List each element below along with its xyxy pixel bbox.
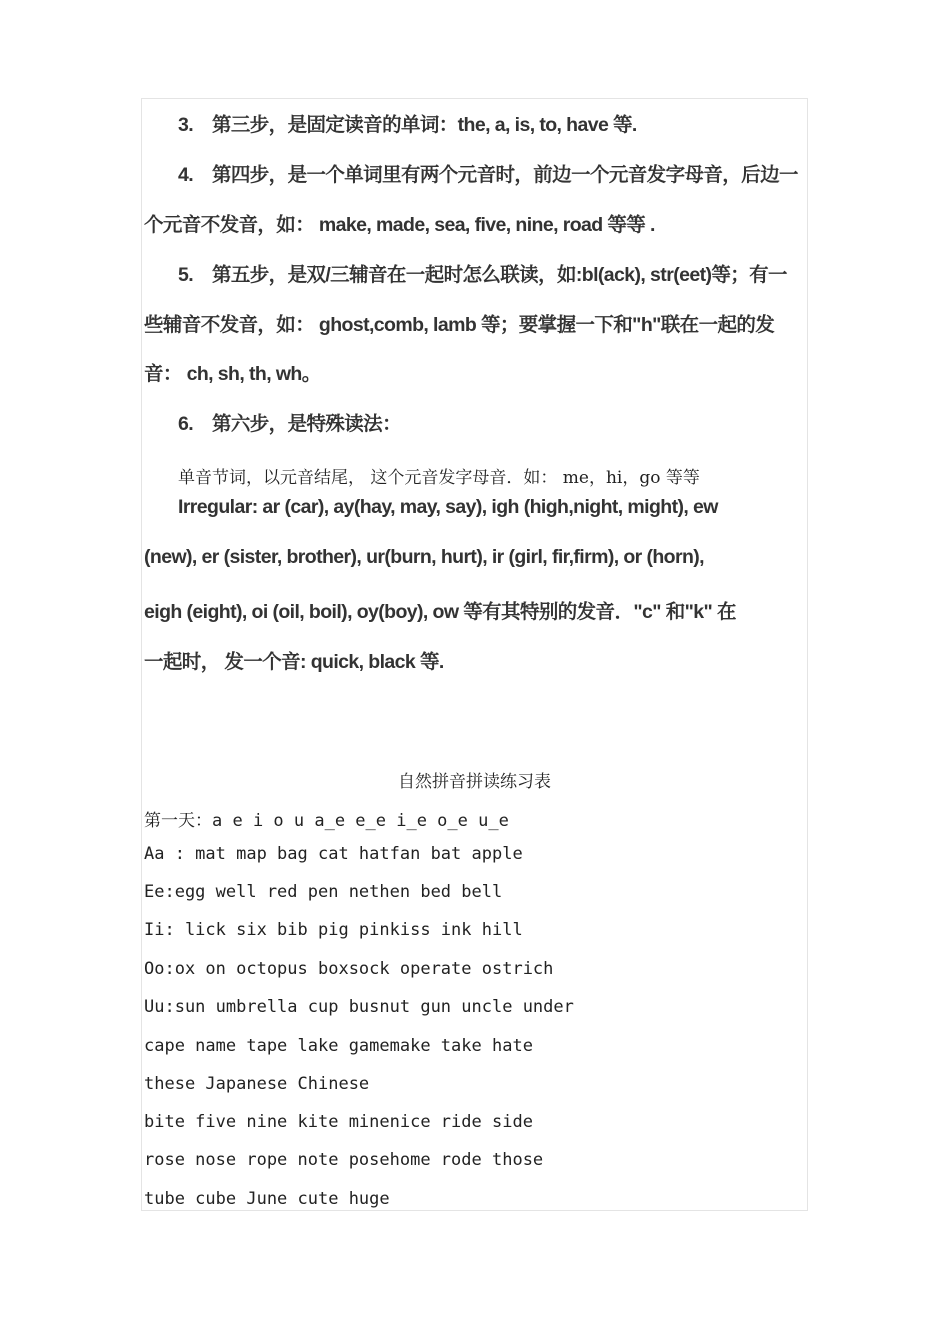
step5-line3: 音： ch, sh, th, wh。 (144, 363, 321, 385)
practice-line: bite five nine kite minenice ride side (144, 1112, 533, 1132)
practice-line: Uu:sun umbrella cup busnut gun uncle under (144, 997, 574, 1017)
practice-line: Ee:egg well red pen nethen bed bell (144, 882, 503, 902)
step5-line1: 5. 第五步，是双/三辅音在一起时怎么联读，如:bl(ack), str(eet)等；有一 (178, 264, 787, 286)
step4-line1: 4. 第四步，是一个单词里有两个元音时，前边一个元音发字母音，后边一 (178, 164, 798, 186)
irregular-line1: Irregular: ar (car), ay(hay, may, say), igh (high,night, might), ew (178, 496, 718, 518)
step6-note: 单音节词，以元音结尾， 这个元音发字母音．如： me，hi，go 等等 (178, 468, 700, 488)
practice-line: tube cube June cute huge (144, 1189, 390, 1209)
practice-line: 第一天：a e i o u a_e e_e i_e o_e u_e (144, 811, 509, 831)
step5-line2: 些辅音不发音，如： ghost,comb, lamb 等；要掌握一下和"h"联在一起的发 (144, 314, 775, 336)
practice-line: Aa : mat map bag cat hatfan bat apple (144, 844, 523, 864)
irregular-line2: (new), er (sister, brother), ur(burn, hurt), ir (girl, fir,firm), or (horn), (144, 546, 704, 568)
practice-line: rose nose rope note posehome rode those (144, 1150, 544, 1170)
practice-line: Oo:ox on octopus boxsock operate ostrich (144, 959, 554, 979)
step4-line2: 个元音不发音，如： make, made, sea, five, nine, road 等等 . (144, 214, 655, 236)
step6-heading: 6. 第六步，是特殊读法： (178, 413, 401, 435)
step3-text: 3. 第三步，是固定读音的单词：the, a, is, to, have 等. (178, 114, 637, 136)
irregular-line4: 一起时， 发一个音: quick, black 等. (144, 651, 444, 673)
irregular-line3: eigh (eight), oi (oil, boil), oy(boy), ow 等有其特别的发音．"c" 和"k" 在 (144, 601, 736, 623)
practice-line: cape name tape lake gamemake take hate (144, 1036, 533, 1056)
practice-line: these Japanese Chinese (144, 1074, 370, 1094)
practice-line: Ii: lick six bib pig pinkiss ink hill (144, 920, 523, 940)
practice-title: 自然拼音拼读练习表 (398, 772, 551, 792)
